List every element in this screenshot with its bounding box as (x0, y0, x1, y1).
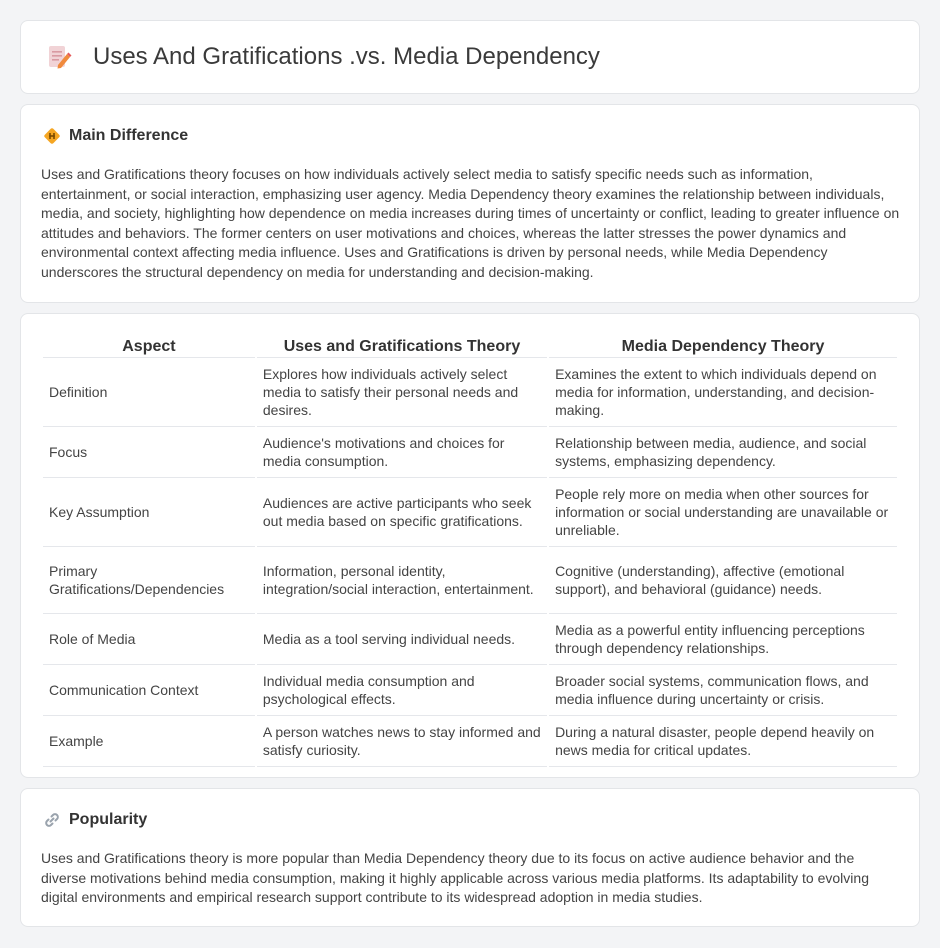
main-difference-text: Uses and Gratifications theory focuses on how individuals actively select media to satisfy specific needs such as information, entertainment, or social interaction, emphasizing user agency. Media Dependency theory examines the relationship between individuals, media, and society, highlighting how dependence on media increases during times of uncertainty or conflict, leading to greater influence on attitudes and behaviors. The former centers on user motivations and choices, whereas the latter stresses the power dynamics and environmental context affecting media influence. Uses and Gratifications is driven by personal needs, while Media Dependency underscores the structural dependency on media for understanding and decision-making. (41, 166, 900, 280)
row-uses-gratifications: Explores how individuals actively select media to satisfy their personal needs and desires. (257, 358, 547, 427)
main-difference-title: Main Difference (69, 127, 189, 144)
link-icon (43, 811, 61, 829)
popularity-heading (43, 811, 147, 829)
row-uses-gratifications: Media as a tool serving individual needs. (257, 614, 547, 665)
table-row (43, 716, 897, 767)
row-uses-gratifications: Information, personal identity, integration/social interaction, entertainment. (257, 547, 547, 614)
comparison-table (41, 336, 899, 767)
row-uses-gratifications: Individual media consumption and psychological effects. (257, 665, 547, 716)
main-difference-heading (43, 127, 188, 145)
table-row (43, 665, 897, 716)
header-media-dependency: Media Dependency Theory (549, 336, 897, 358)
row-media-dependency: Cognitive (understanding), affective (emotional support), and behavioral (guidance) needs. (549, 547, 897, 614)
document-pen-icon (45, 43, 73, 71)
row-media-dependency: During a natural disaster, people depend heavily on news media for critical updates. (549, 716, 897, 767)
title-card (20, 20, 920, 94)
table-row (43, 478, 897, 547)
popularity-card (20, 788, 920, 927)
row-media-dependency: Relationship between media, audience, and social systems, emphasizing dependency. (549, 427, 897, 478)
row-aspect: Role of Media (43, 614, 255, 665)
row-media-dependency: People rely more on media when other sources for information or social understanding are unavailable or unreliable. (549, 478, 897, 547)
row-aspect: Example (43, 716, 255, 767)
comparison-card (20, 313, 920, 778)
header-aspect: Aspect (43, 336, 255, 358)
row-aspect: Communication Context (43, 665, 255, 716)
table-row (43, 358, 897, 427)
row-uses-gratifications: Audiences are active participants who seek out media based on specific gratifications. (257, 478, 547, 547)
header-uses-gratifications: Uses and Gratifications Theory (257, 336, 547, 358)
table-row (43, 427, 897, 478)
table-header-row (43, 336, 897, 358)
row-uses-gratifications: A person watches news to stay informed and satisfy curiosity. (257, 716, 547, 767)
row-media-dependency: Examines the extent to which individuals depend on media for information, understanding, and decision-making. (549, 358, 897, 427)
row-media-dependency: Media as a powerful entity influencing perceptions through dependency relationships. (549, 614, 897, 665)
popularity-text: Uses and Gratifications theory is more popular than Media Dependency theory due to its focus on active audience behavior and the diverse motivations behind media consumption, making it highly applicable across various media platforms. Its adaptability to evolving digital environments and empirical research support contribute to its widespread adoption in media studies. (41, 850, 869, 906)
row-aspect: Key Assumption (43, 478, 255, 547)
popularity-title: Popularity (69, 811, 148, 828)
row-aspect: Primary Gratifications/Dependencies (43, 547, 255, 614)
diamond-sign-icon (43, 127, 61, 145)
row-uses-gratifications: Audience's motivations and choices for media consumption. (257, 427, 547, 478)
row-aspect: Definition (43, 358, 255, 427)
main-difference-card (20, 104, 920, 303)
title-row (45, 43, 600, 71)
page-title: Uses And Gratifications .vs. Media Dependency (93, 43, 600, 70)
table-row (43, 614, 897, 665)
table-row (43, 547, 897, 614)
row-aspect: Focus (43, 427, 255, 478)
row-media-dependency: Broader social systems, communication flows, and media influence during uncertainty or crisis. (549, 665, 897, 716)
